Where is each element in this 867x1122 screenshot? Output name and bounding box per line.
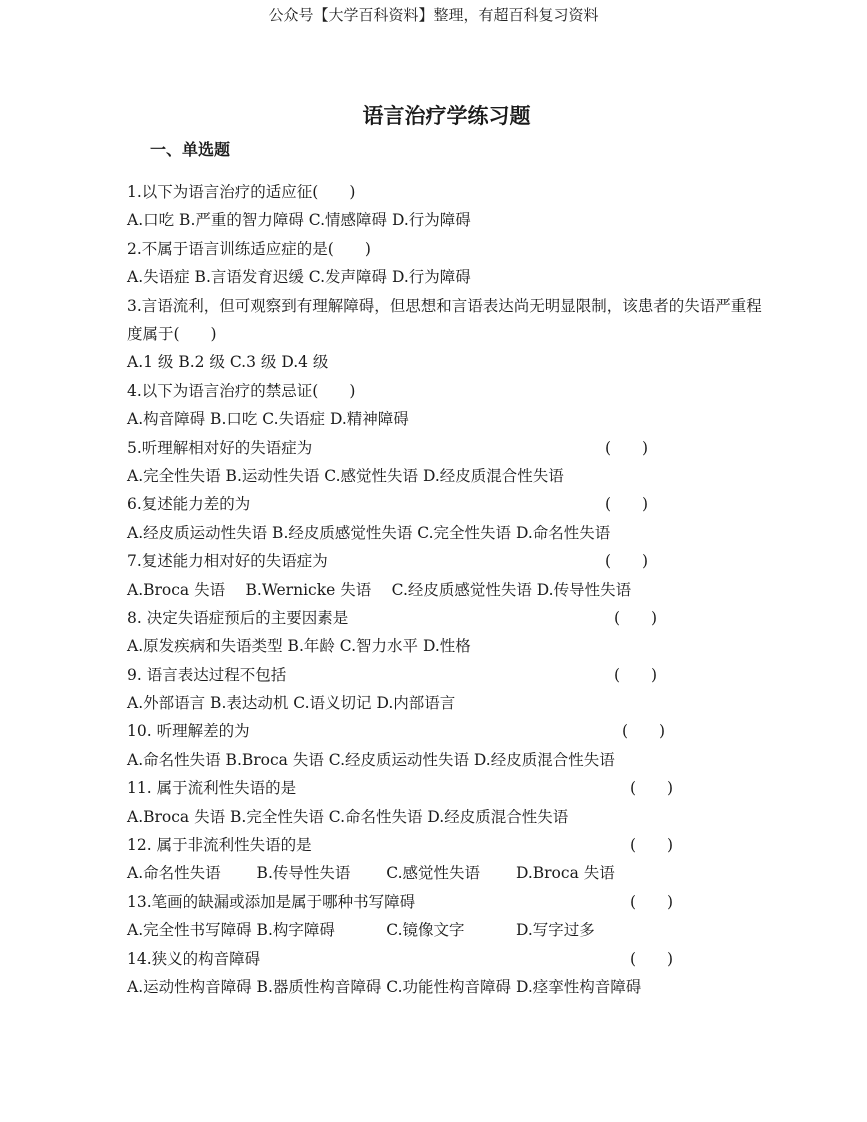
question-13-row	[127, 888, 767, 916]
options-1: A.口吃 B.严重的智力障碍 C.情感障碍 D.行为障碍	[127, 211, 471, 230]
answer-paren-11: ( )	[630, 779, 674, 798]
options-8: A.原发疾病和失语类型 B.年龄 C.智力水平 D.性格	[127, 637, 471, 656]
question-10-row	[127, 717, 767, 745]
answer-paren-14: ( )	[630, 949, 674, 968]
options-9: A.外部语言 B.表达动机 C.语义切记 D.内部语言	[127, 694, 456, 713]
options-3: A.1 级 B.2 级 C.3 级 D.4 级	[127, 353, 329, 372]
question-5-row	[127, 434, 767, 462]
question-4: 4.以下为语言治疗的禁忌证( )	[127, 381, 356, 400]
options-5: A.完全性失语 B.运动性失语 C.感觉性失语 D.经皮质混合性失语	[127, 466, 564, 485]
header-note: 公众号【大学百科资料】整理，有超百科复习资料	[268, 6, 599, 24]
options-14: A.运动性构音障碍 B.器质性构音障碍 C.功能性构音障碍 D.痉挛性构音障碍	[127, 977, 642, 996]
question-6: 6.复述能力差的为	[127, 495, 251, 514]
answer-paren-12: ( )	[630, 836, 674, 855]
answer-paren-5: ( )	[605, 438, 649, 457]
options-7: A.Broca 失语 B.Wernicke 失语 C.经皮质感觉性失语 D.传导性失语	[127, 580, 632, 599]
question-8: 8. 决定失语症预后的主要因素是	[127, 608, 349, 627]
options-12: A.命名性失语 B.传导性失语 C.感觉性失语 D.Broca 失语	[127, 864, 615, 883]
question-list	[127, 178, 767, 1001]
options-2: A.失语症 B.言语发育迟缓 C.发声障碍 D.行为障碍	[127, 268, 471, 287]
question-11-row	[127, 774, 767, 802]
question-9: 9. 语言表达过程不包括	[127, 665, 287, 684]
answer-paren-8: ( )	[614, 608, 658, 627]
answer-paren-10: ( )	[622, 722, 666, 741]
question-7-row	[127, 547, 767, 575]
question-9-row	[127, 661, 767, 689]
question-14: 14.狭义的构音障碍	[127, 949, 261, 968]
question-13: 13.笔画的缺漏或添加是属于哪种书写障碍	[127, 892, 416, 911]
question-6-row	[127, 490, 767, 518]
options-10: A.命名性失语 B.Broca 失语 C.经皮质运动性失语 D.经皮质混合性失语	[127, 750, 615, 769]
options-13: A.完全性书写障碍 B.构字障碍 C.镜像文字 D.写字过多	[127, 921, 595, 940]
answer-paren-7: ( )	[605, 552, 649, 571]
answer-paren-9: ( )	[614, 665, 658, 684]
question-8-row	[127, 604, 767, 632]
question-3: 3.言语流利，但可观察到有理解障碍，但思想和言语表达尚无明显限制，该患者的失语严重程度属于( )	[127, 296, 762, 343]
question-2: 2.不属于语言训练适应症的是( )	[127, 239, 371, 258]
question-7: 7.复述能力相对好的失语症为	[127, 552, 328, 571]
options-11: A.Broca 失语 B.完全性失语 C.命名性失语 D.经皮质混合性失语	[127, 807, 569, 826]
document-title: 语言治疗学练习题	[362, 103, 531, 128]
question-10: 10. 听理解差的为	[127, 722, 250, 741]
answer-paren-6: ( )	[605, 495, 649, 514]
question-14-row	[127, 945, 767, 973]
section-title: 一、单选题	[150, 140, 231, 159]
question-5: 5.听理解相对好的失语症为	[127, 438, 313, 457]
question-12: 12. 属于非流利性失语的是	[127, 836, 312, 855]
options-4: A.构音障碍 B.口吃 C.失语症 D.精神障碍	[127, 410, 409, 429]
options-6: A.经皮质运动性失语 B.经皮质感觉性失语 C.完全性失语 D.命名性失语	[127, 523, 611, 542]
question-11: 11. 属于流利性失语的是	[127, 779, 297, 798]
answer-paren-13: ( )	[630, 892, 674, 911]
question-12-row	[127, 831, 767, 859]
question-1: 1.以下为语言治疗的适应征( )	[127, 183, 356, 201]
